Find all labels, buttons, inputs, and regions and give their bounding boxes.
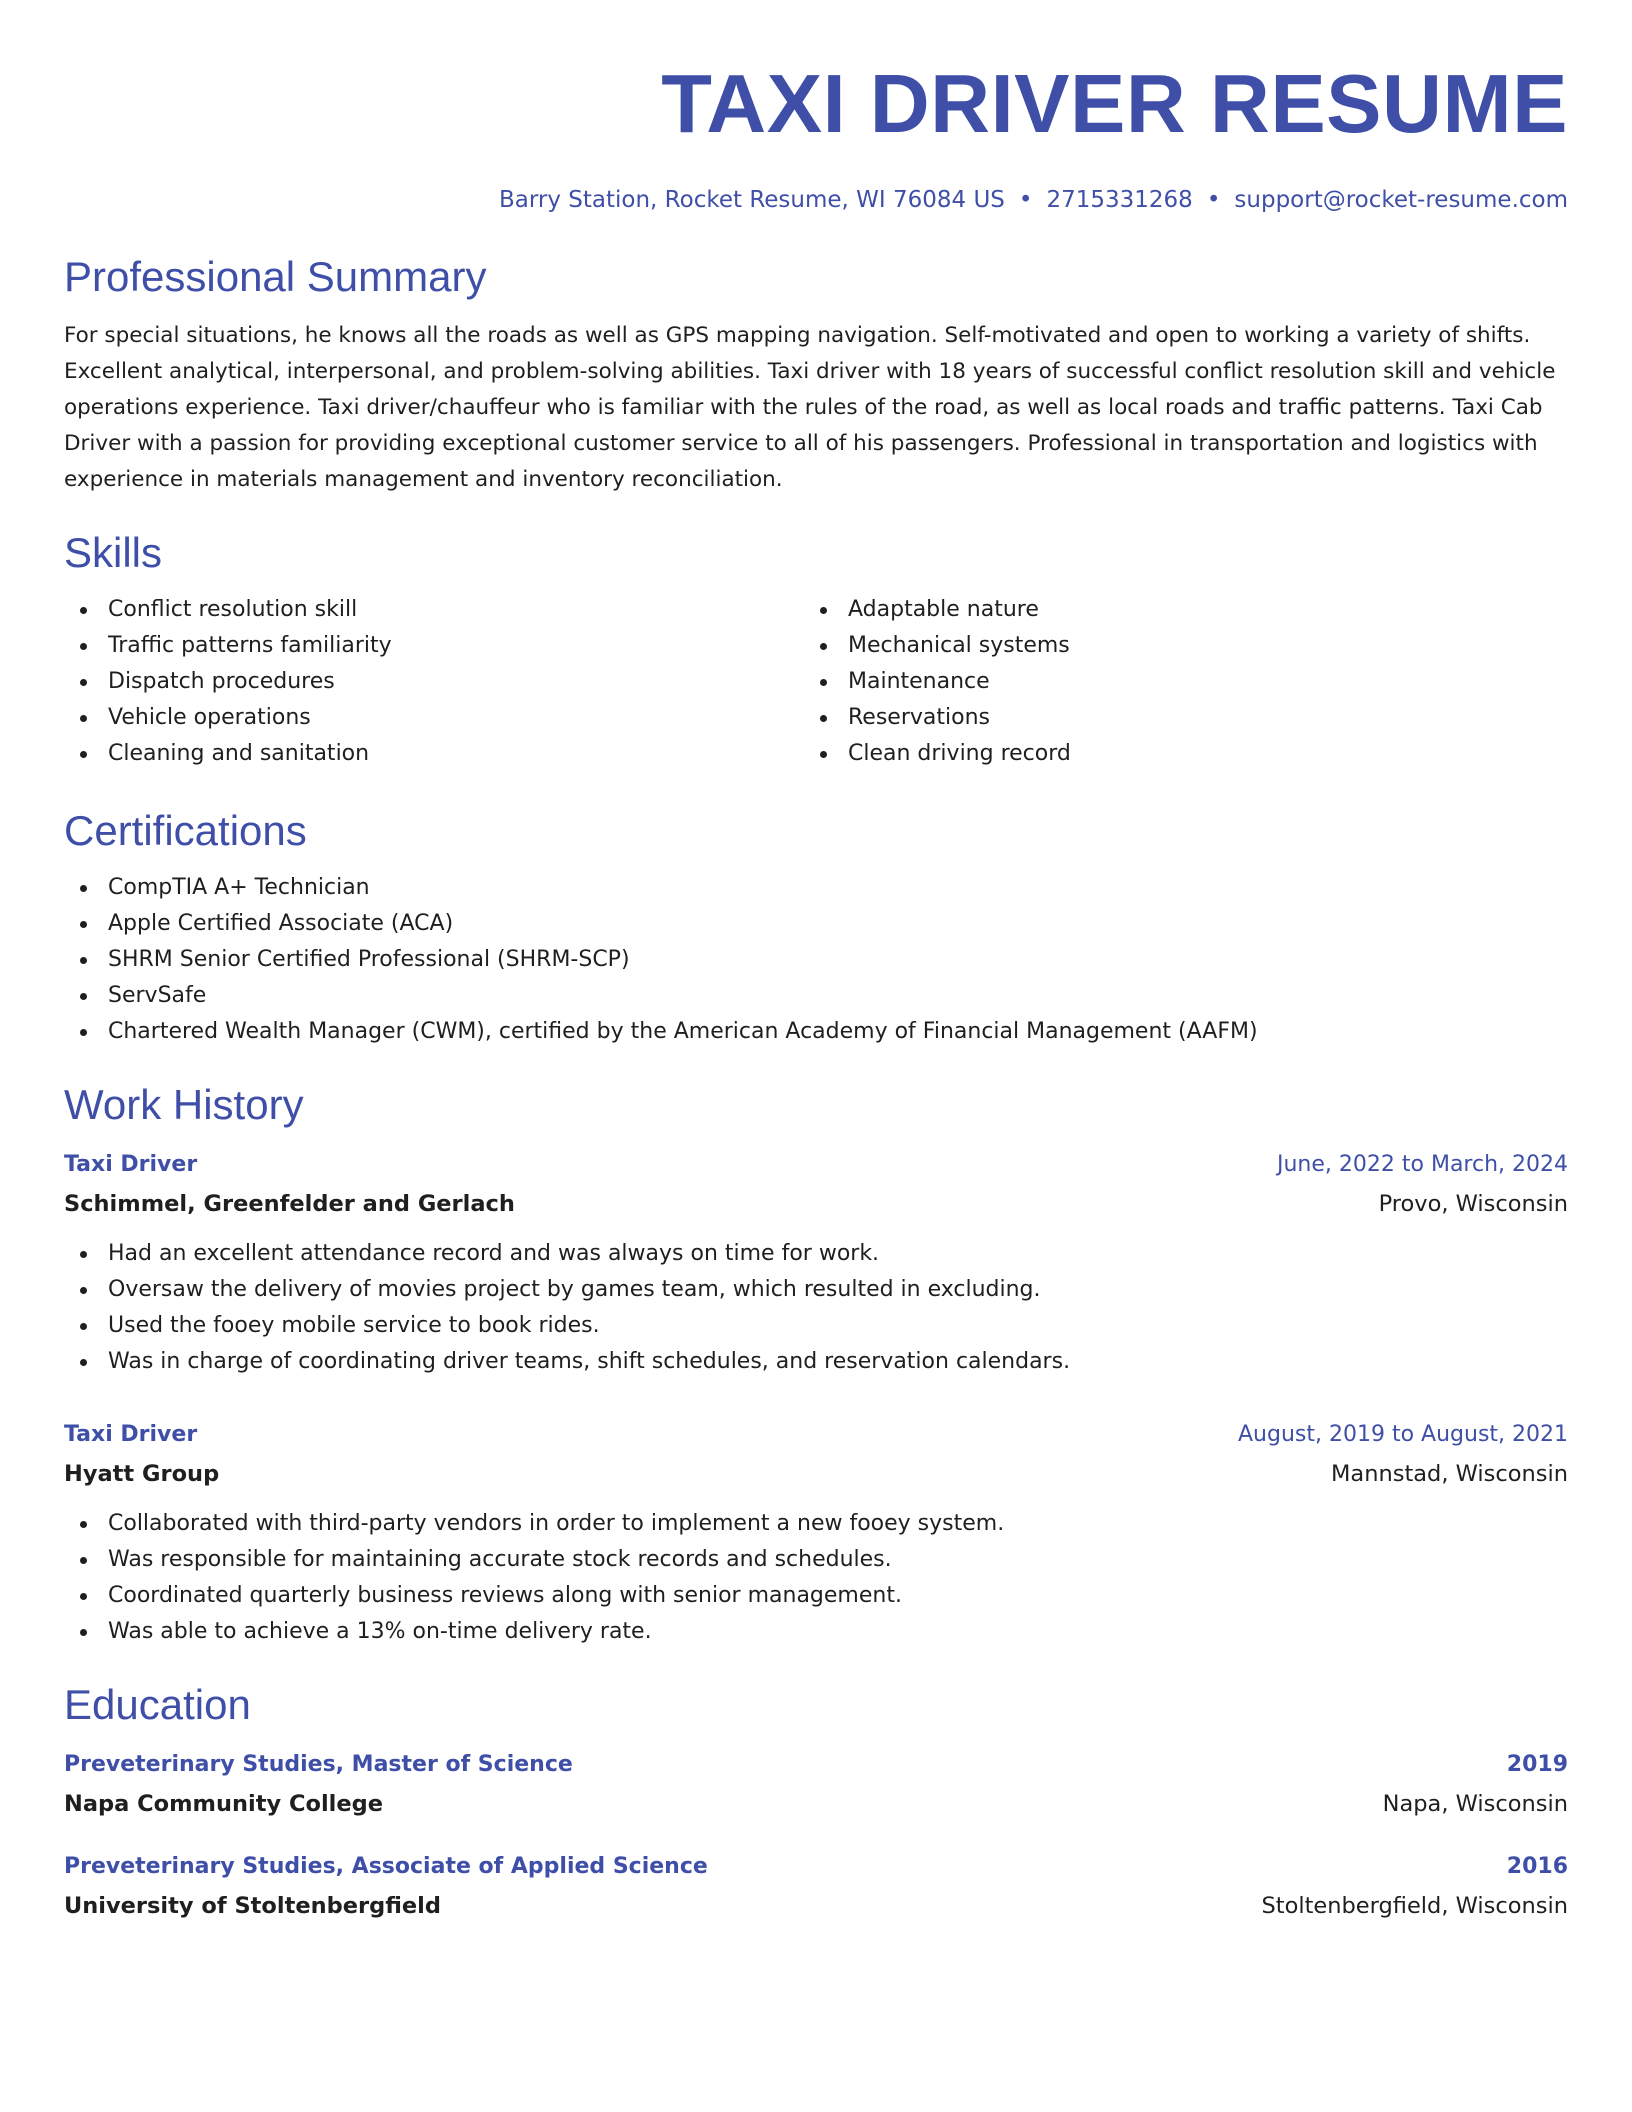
work-history-heading: Work History xyxy=(64,1081,304,1128)
resume-title: TAXI DRIVER RESUME xyxy=(661,57,1568,150)
job-header xyxy=(64,1148,1568,1182)
contact-phone: 2715331268 xyxy=(1046,187,1193,213)
education-degree: Preveterinary Studies, Associate of Applied Science xyxy=(64,1854,708,1879)
job-location: Provo, Wisconsin xyxy=(1378,1191,1568,1217)
job-bullets xyxy=(64,1506,1568,1650)
skill-item: Adaptable nature xyxy=(804,592,1544,628)
skill-item: Mechanical systems xyxy=(804,628,1544,664)
education-school: Napa Community College xyxy=(64,1791,384,1817)
job-dates: August, 2019 to August, 2021 xyxy=(1238,1422,1568,1447)
job-title: Taxi Driver xyxy=(64,1422,198,1447)
job-entry xyxy=(64,1418,1568,1650)
contact-address: Barry Station, Rocket Resume, WI 76084 US xyxy=(498,187,1005,213)
education-year: 2019 xyxy=(1506,1752,1568,1777)
education-heading: Education xyxy=(64,1681,251,1728)
skill-item: Dispatch procedures xyxy=(64,664,804,700)
education-header xyxy=(64,1850,1568,1884)
job-header xyxy=(64,1418,1568,1452)
job-bullet: Was responsible for maintaining accurate stock records and schedules. xyxy=(64,1542,1568,1578)
contact-separator: • xyxy=(1206,187,1221,213)
certification-item: Apple Certified Associate (ACA) xyxy=(64,906,1568,942)
education-location: Stoltenbergfield, Wisconsin xyxy=(1261,1893,1568,1919)
work-history-section xyxy=(64,1080,1568,1650)
certification-item: Chartered Wealth Manager (CWM), certified by the American Academy of Financial Management (AAFM) xyxy=(64,1014,1568,1050)
summary-heading: Professional Summary xyxy=(64,253,487,300)
education-location: Napa, Wisconsin xyxy=(1382,1791,1568,1817)
education-degree: Preveterinary Studies, Master of Science xyxy=(64,1752,573,1777)
skill-item: Clean driving record xyxy=(804,736,1544,772)
job-title: Taxi Driver xyxy=(64,1152,198,1177)
skill-item: Cleaning and sanitation xyxy=(64,736,804,772)
contact-separator: • xyxy=(1018,187,1033,213)
contact-line xyxy=(64,184,1568,216)
job-bullet: Coordinated quarterly business reviews along with senior management. xyxy=(64,1578,1568,1614)
job-entry xyxy=(64,1148,1568,1380)
skills-list-left xyxy=(64,592,804,772)
certifications-list xyxy=(64,870,1568,1050)
job-bullet: Oversaw the delivery of movies project by games team, which resulted in excluding. xyxy=(64,1272,1568,1308)
skill-item: Maintenance xyxy=(804,664,1544,700)
summary-section xyxy=(64,252,1568,498)
job-company: Hyatt Group xyxy=(64,1461,220,1487)
job-subheader xyxy=(64,1186,1568,1222)
education-year: 2016 xyxy=(1506,1854,1568,1879)
contact-email[interactable]: support@rocket-resume.com xyxy=(1234,187,1568,213)
certifications-heading: Certifications xyxy=(64,807,307,854)
skills-heading: Skills xyxy=(64,529,163,576)
skill-item: Vehicle operations xyxy=(64,700,804,736)
job-location: Mannstad, Wisconsin xyxy=(1331,1461,1568,1487)
job-bullet: Was able to achieve a 13% on-time delivery rate. xyxy=(64,1614,1568,1650)
job-bullet: Was in charge of coordinating driver teams, shift schedules, and reservation calendars. xyxy=(64,1344,1568,1380)
job-bullet: Collaborated with third-party vendors in order to implement a new fooey system. xyxy=(64,1506,1568,1542)
education-subheader xyxy=(64,1888,1568,1924)
job-bullet: Used the fooey mobile service to book rides. xyxy=(64,1308,1568,1344)
summary-text: For special situations, he knows all the roads as well as GPS mapping navigation. Self-motivated and open to working a variety of shifts. Excellent analytical, interpersonal, and problem-solving abilities. Taxi driver with 18 years of successful conflict resolution skill and vehicle operations experience. Taxi driver/chauffeur who is familiar with the rules of the road, as well as local roads and traffic patterns. Taxi Cab Driver with a passion for providing exceptional customer service to all of his passengers. Professional in transportation and logistics with experience in materials management and inventory reconciliation. xyxy=(64,323,1556,492)
education-entry xyxy=(64,1748,1568,1822)
education-entry xyxy=(64,1850,1568,1924)
education-section xyxy=(64,1680,1568,1924)
education-header xyxy=(64,1748,1568,1782)
skills-list-right xyxy=(804,592,1544,772)
skills-grid xyxy=(64,592,1568,772)
education-school: University of Stoltenbergfield xyxy=(64,1893,441,1919)
skills-section xyxy=(64,528,1568,772)
job-dates: June, 2022 to March, 2024 xyxy=(1277,1152,1568,1177)
job-subheader xyxy=(64,1456,1568,1492)
certification-item: ServSafe xyxy=(64,978,1568,1014)
skill-item: Reservations xyxy=(804,700,1544,736)
education-subheader xyxy=(64,1786,1568,1822)
certifications-section xyxy=(64,806,1568,1050)
job-bullet: Had an excellent attendance record and was always on time for work. xyxy=(64,1236,1568,1272)
job-bullets xyxy=(64,1236,1568,1380)
certification-item: CompTIA A+ Technician xyxy=(64,870,1568,906)
job-company: Schimmel, Greenfelder and Gerlach xyxy=(64,1191,515,1217)
certification-item: SHRM Senior Certified Professional (SHRM-SCP) xyxy=(64,942,1568,978)
skill-item: Traffic patterns familiarity xyxy=(64,628,804,664)
skill-item: Conflict resolution skill xyxy=(64,592,804,628)
